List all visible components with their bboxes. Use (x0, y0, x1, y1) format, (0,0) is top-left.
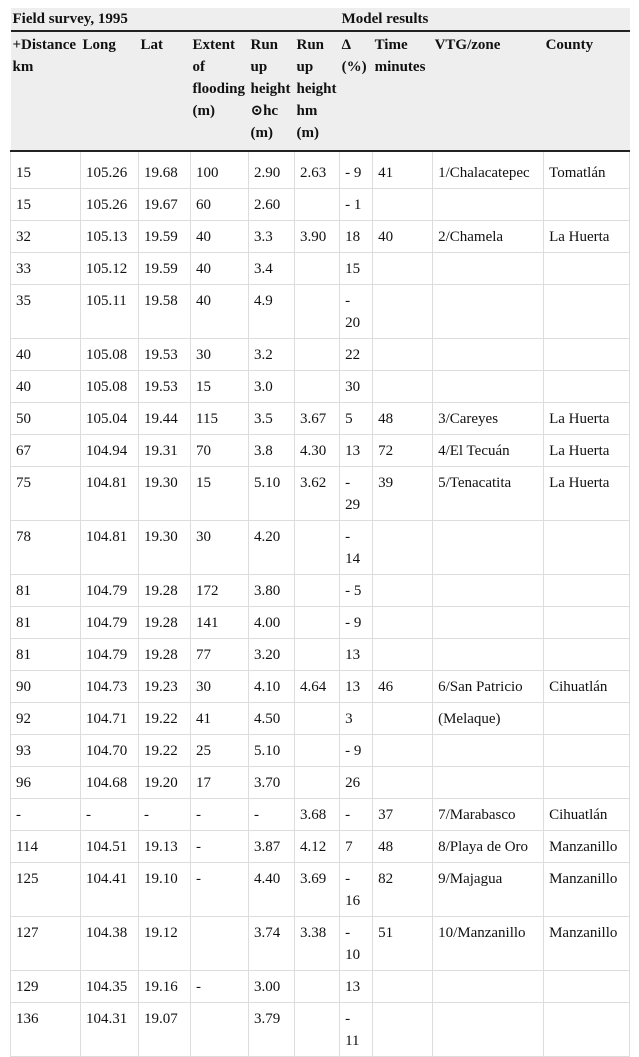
cell-long: 104.79 (81, 607, 139, 639)
cell-vtg-zone: 5/Tenacatita (433, 467, 544, 521)
cell-distance: 33 (11, 253, 81, 285)
cell-runup-hm: 3.69 (295, 863, 340, 917)
cell-runup-hm (295, 1003, 340, 1057)
cell-extent: 100 (191, 151, 249, 189)
cell-delta: - 1 (340, 189, 373, 221)
cell-extent: 17 (191, 767, 249, 799)
cell-delta: - 16 (340, 863, 373, 917)
cell-distance: 90 (11, 671, 81, 703)
cell-county: La Huerta (544, 221, 630, 253)
cell-lat: 19.23 (139, 671, 191, 703)
cell-runup-hc: 3.8 (249, 435, 295, 467)
cell-lat: 19.68 (139, 151, 191, 189)
cell-delta: - 29 (340, 467, 373, 521)
cell-runup-hc: 3.80 (249, 575, 295, 607)
cell-county: Manzanillo (544, 863, 630, 917)
group-header-model-results: Model results (340, 8, 630, 31)
cell-county: Cihuatlán (544, 799, 630, 831)
cell-vtg-zone: 1/Chalacatepec (433, 151, 544, 189)
cell-extent: 40 (191, 285, 249, 339)
table-row (11, 703, 630, 735)
table-row (11, 863, 630, 917)
cell-long: 105.11 (81, 285, 139, 339)
cell-distance: 32 (11, 221, 81, 253)
cell-runup-hm (295, 285, 340, 339)
table-row (11, 639, 630, 671)
cell-vtg-zone: 2/Chamela (433, 221, 544, 253)
table-row (11, 339, 630, 371)
cell-lat: 19.13 (139, 831, 191, 863)
cell-county: Manzanillo (544, 917, 630, 971)
cell-extent: 60 (191, 189, 249, 221)
cell-extent: 172 (191, 575, 249, 607)
cell-runup-hc: 3.2 (249, 339, 295, 371)
cell-time: 41 (373, 151, 433, 189)
cell-vtg-zone: 3/Careyes (433, 403, 544, 435)
group-header-row (11, 8, 630, 31)
cell-runup-hm (295, 521, 340, 575)
cell-delta: - 5 (340, 575, 373, 607)
cell-lat: 19.16 (139, 971, 191, 1003)
cell-extent: 30 (191, 671, 249, 703)
cell-runup-hc: 2.60 (249, 189, 295, 221)
cell-delta: - 20 (340, 285, 373, 339)
cell-extent: 115 (191, 403, 249, 435)
cell-time: 46 (373, 671, 433, 703)
cell-runup-hm: 2.63 (295, 151, 340, 189)
col-header-lat: Lat (139, 31, 191, 151)
cell-time: 48 (373, 403, 433, 435)
cell-delta: 26 (340, 767, 373, 799)
cell-time (373, 189, 433, 221)
cell-delta: 18 (340, 221, 373, 253)
cell-county (544, 971, 630, 1003)
cell-delta: - 14 (340, 521, 373, 575)
table-row (11, 799, 630, 831)
cell-runup-hm (295, 767, 340, 799)
cell-county (544, 703, 630, 735)
cell-time (373, 285, 433, 339)
table-row (11, 521, 630, 575)
cell-distance: 129 (11, 971, 81, 1003)
table-row (11, 671, 630, 703)
col-header-runup-hc: Run up height ⊙hc (m) (249, 31, 295, 151)
cell-vtg-zone (433, 735, 544, 767)
cell-vtg-zone: 6/San Patricio (433, 671, 544, 703)
column-header-row (11, 31, 630, 151)
cell-runup-hc: 3.70 (249, 767, 295, 799)
cell-delta: - 11 (340, 1003, 373, 1057)
cell-delta: 7 (340, 831, 373, 863)
cell-runup-hm (295, 607, 340, 639)
cell-extent: 41 (191, 703, 249, 735)
cell-lat: 19.28 (139, 639, 191, 671)
cell-runup-hm (295, 575, 340, 607)
cell-vtg-zone (433, 767, 544, 799)
cell-time (373, 607, 433, 639)
cell-county (544, 339, 630, 371)
table-row (11, 607, 630, 639)
table-header (11, 8, 630, 151)
cell-extent: 70 (191, 435, 249, 467)
table-row (11, 467, 630, 521)
cell-runup-hm: 4.12 (295, 831, 340, 863)
cell-vtg-zone: (Melaque) (433, 703, 544, 735)
cell-delta: - 9 (340, 735, 373, 767)
cell-county (544, 189, 630, 221)
cell-lat: 19.53 (139, 371, 191, 403)
cell-distance: 15 (11, 151, 81, 189)
cell-runup-hm: 3.68 (295, 799, 340, 831)
cell-lat: 19.28 (139, 575, 191, 607)
cell-delta: - (340, 799, 373, 831)
cell-vtg-zone (433, 521, 544, 575)
cell-runup-hm (295, 639, 340, 671)
cell-runup-hc: 4.9 (249, 285, 295, 339)
cell-runup-hm: 4.30 (295, 435, 340, 467)
col-header-vtg-zone: VTG/zone (433, 31, 544, 151)
cell-long: 104.81 (81, 467, 139, 521)
table-row (11, 151, 630, 189)
cell-distance: 35 (11, 285, 81, 339)
cell-delta: - 10 (340, 917, 373, 971)
cell-vtg-zone (433, 1003, 544, 1057)
cell-county: Cihuatlán (544, 671, 630, 703)
cell-distance: 67 (11, 435, 81, 467)
cell-delta: - 9 (340, 607, 373, 639)
cell-long: 105.08 (81, 339, 139, 371)
cell-lat: - (139, 799, 191, 831)
cell-vtg-zone: 7/Marabasco (433, 799, 544, 831)
cell-runup-hc: - (249, 799, 295, 831)
cell-time (373, 639, 433, 671)
cell-extent: - (191, 799, 249, 831)
cell-vtg-zone (433, 189, 544, 221)
cell-time (373, 1003, 433, 1057)
cell-long: 105.26 (81, 151, 139, 189)
cell-vtg-zone (433, 639, 544, 671)
cell-county (544, 639, 630, 671)
cell-delta: - 9 (340, 151, 373, 189)
cell-distance: 114 (11, 831, 81, 863)
cell-distance: 40 (11, 371, 81, 403)
cell-extent: 141 (191, 607, 249, 639)
table-row (11, 221, 630, 253)
cell-runup-hc: 5.10 (249, 735, 295, 767)
cell-extent: 30 (191, 521, 249, 575)
cell-extent: 15 (191, 467, 249, 521)
table-row (11, 575, 630, 607)
cell-runup-hm (295, 703, 340, 735)
cell-delta: 15 (340, 253, 373, 285)
cell-lat: 19.53 (139, 339, 191, 371)
cell-delta: 13 (340, 671, 373, 703)
cell-vtg-zone: 4/El Tecuán (433, 435, 544, 467)
cell-runup-hm: 4.64 (295, 671, 340, 703)
cell-distance: 81 (11, 639, 81, 671)
cell-delta: 13 (340, 971, 373, 1003)
table-row (11, 189, 630, 221)
cell-long: 104.38 (81, 917, 139, 971)
tsunami-survey-table (10, 8, 630, 1057)
cell-runup-hc: 4.50 (249, 703, 295, 735)
cell-long: 105.13 (81, 221, 139, 253)
cell-time (373, 521, 433, 575)
cell-extent: 77 (191, 639, 249, 671)
cell-time (373, 703, 433, 735)
cell-runup-hc: 5.10 (249, 467, 295, 521)
cell-lat: 19.59 (139, 221, 191, 253)
cell-distance: 96 (11, 767, 81, 799)
cell-extent: - (191, 863, 249, 917)
cell-vtg-zone (433, 253, 544, 285)
cell-time: 51 (373, 917, 433, 971)
cell-runup-hc: 3.5 (249, 403, 295, 435)
cell-vtg-zone (433, 971, 544, 1003)
cell-lat: 19.30 (139, 467, 191, 521)
cell-time: 39 (373, 467, 433, 521)
cell-county: Tomatlán (544, 151, 630, 189)
col-header-extent: Extent of flooding (m) (191, 31, 249, 151)
cell-time: 72 (373, 435, 433, 467)
cell-delta: 13 (340, 435, 373, 467)
cell-distance: 125 (11, 863, 81, 917)
table-row (11, 767, 630, 799)
cell-lat: 19.22 (139, 735, 191, 767)
cell-runup-hc: 3.74 (249, 917, 295, 971)
cell-vtg-zone (433, 339, 544, 371)
cell-extent: 25 (191, 735, 249, 767)
cell-delta: 13 (340, 639, 373, 671)
table-row (11, 253, 630, 285)
cell-distance: 92 (11, 703, 81, 735)
cell-time (373, 371, 433, 403)
cell-long: 104.71 (81, 703, 139, 735)
cell-distance: 136 (11, 1003, 81, 1057)
cell-time (373, 735, 433, 767)
cell-distance: 15 (11, 189, 81, 221)
table-row (11, 971, 630, 1003)
cell-distance: 40 (11, 339, 81, 371)
cell-time: 37 (373, 799, 433, 831)
cell-time: 82 (373, 863, 433, 917)
cell-long: 104.81 (81, 521, 139, 575)
cell-county (544, 735, 630, 767)
cell-runup-hc: 3.4 (249, 253, 295, 285)
table-row (11, 917, 630, 971)
cell-long: 104.31 (81, 1003, 139, 1057)
table-row (11, 435, 630, 467)
cell-runup-hc: 2.90 (249, 151, 295, 189)
cell-long: 104.79 (81, 575, 139, 607)
cell-county (544, 1003, 630, 1057)
cell-runup-hm (295, 971, 340, 1003)
cell-lat: 19.67 (139, 189, 191, 221)
cell-extent: - (191, 831, 249, 863)
cell-vtg-zone: 9/Majagua (433, 863, 544, 917)
cell-long: 104.35 (81, 971, 139, 1003)
cell-runup-hc: 3.00 (249, 971, 295, 1003)
cell-distance: 81 (11, 575, 81, 607)
cell-county (544, 285, 630, 339)
cell-county (544, 521, 630, 575)
cell-delta: 5 (340, 403, 373, 435)
cell-runup-hm (295, 735, 340, 767)
cell-runup-hc: 4.40 (249, 863, 295, 917)
cell-extent (191, 917, 249, 971)
cell-delta: 3 (340, 703, 373, 735)
cell-lat: 19.12 (139, 917, 191, 971)
table-row (11, 371, 630, 403)
cell-runup-hc: 4.10 (249, 671, 295, 703)
cell-long: 105.04 (81, 403, 139, 435)
cell-vtg-zone (433, 575, 544, 607)
col-header-county: County (544, 31, 630, 151)
cell-runup-hm (295, 253, 340, 285)
cell-lat: 19.28 (139, 607, 191, 639)
table-row (11, 403, 630, 435)
cell-runup-hm: 3.67 (295, 403, 340, 435)
cell-runup-hc: 3.79 (249, 1003, 295, 1057)
cell-vtg-zone: 8/Playa de Oro (433, 831, 544, 863)
col-header-distance: +Distance km (11, 31, 81, 151)
cell-lat: 19.44 (139, 403, 191, 435)
cell-runup-hm: 3.62 (295, 467, 340, 521)
cell-distance: 75 (11, 467, 81, 521)
cell-long: 105.12 (81, 253, 139, 285)
cell-runup-hc: 3.3 (249, 221, 295, 253)
cell-lat: 19.59 (139, 253, 191, 285)
cell-extent (191, 1003, 249, 1057)
cell-extent: - (191, 971, 249, 1003)
cell-long: 104.41 (81, 863, 139, 917)
table-row (11, 735, 630, 767)
cell-runup-hm (295, 371, 340, 403)
cell-lat: 19.58 (139, 285, 191, 339)
cell-delta: 30 (340, 371, 373, 403)
cell-runup-hm (295, 339, 340, 371)
cell-county (544, 607, 630, 639)
cell-runup-hm (295, 189, 340, 221)
cell-runup-hc: 4.20 (249, 521, 295, 575)
cell-long: 104.68 (81, 767, 139, 799)
cell-county (544, 253, 630, 285)
col-header-long: Long (81, 31, 139, 151)
cell-runup-hm: 3.90 (295, 221, 340, 253)
cell-runup-hm: 3.38 (295, 917, 340, 971)
cell-lat: 19.31 (139, 435, 191, 467)
cell-runup-hc: 3.87 (249, 831, 295, 863)
col-header-time: Time minutes (373, 31, 433, 151)
cell-long: 104.51 (81, 831, 139, 863)
cell-county (544, 371, 630, 403)
cell-extent: 40 (191, 253, 249, 285)
cell-long: - (81, 799, 139, 831)
cell-vtg-zone (433, 607, 544, 639)
cell-long: 105.26 (81, 189, 139, 221)
cell-county: Manzanillo (544, 831, 630, 863)
cell-lat: 19.30 (139, 521, 191, 575)
cell-long: 104.94 (81, 435, 139, 467)
cell-distance: 127 (11, 917, 81, 971)
cell-distance: 78 (11, 521, 81, 575)
cell-time (373, 971, 433, 1003)
group-header-field-survey: Field survey, 1995 (11, 8, 340, 31)
cell-time (373, 339, 433, 371)
cell-county: La Huerta (544, 467, 630, 521)
cell-long: 105.08 (81, 371, 139, 403)
cell-extent: 40 (191, 221, 249, 253)
cell-time (373, 767, 433, 799)
cell-time (373, 575, 433, 607)
table-row (11, 1003, 630, 1057)
cell-time: 40 (373, 221, 433, 253)
cell-distance: - (11, 799, 81, 831)
cell-runup-hc: 3.20 (249, 639, 295, 671)
cell-runup-hc: 3.0 (249, 371, 295, 403)
cell-lat: 19.10 (139, 863, 191, 917)
cell-county (544, 575, 630, 607)
cell-distance: 50 (11, 403, 81, 435)
cell-distance: 93 (11, 735, 81, 767)
cell-delta: 22 (340, 339, 373, 371)
cell-long: 104.73 (81, 671, 139, 703)
cell-runup-hc: 4.00 (249, 607, 295, 639)
cell-lat: 19.20 (139, 767, 191, 799)
table-row (11, 831, 630, 863)
cell-vtg-zone: 10/Manzanillo (433, 917, 544, 971)
cell-long: 104.79 (81, 639, 139, 671)
cell-long: 104.70 (81, 735, 139, 767)
col-header-delta: Δ (%) (340, 31, 373, 151)
cell-time: 48 (373, 831, 433, 863)
cell-county: La Huerta (544, 435, 630, 467)
table-row (11, 285, 630, 339)
table-body (11, 151, 630, 1057)
cell-extent: 15 (191, 371, 249, 403)
cell-vtg-zone (433, 371, 544, 403)
cell-county: La Huerta (544, 403, 630, 435)
cell-distance: 81 (11, 607, 81, 639)
col-header-runup-hm: Run up height hm (m) (295, 31, 340, 151)
cell-time (373, 253, 433, 285)
cell-extent: 30 (191, 339, 249, 371)
cell-lat: 19.07 (139, 1003, 191, 1057)
cell-lat: 19.22 (139, 703, 191, 735)
cell-vtg-zone (433, 285, 544, 339)
cell-county (544, 767, 630, 799)
